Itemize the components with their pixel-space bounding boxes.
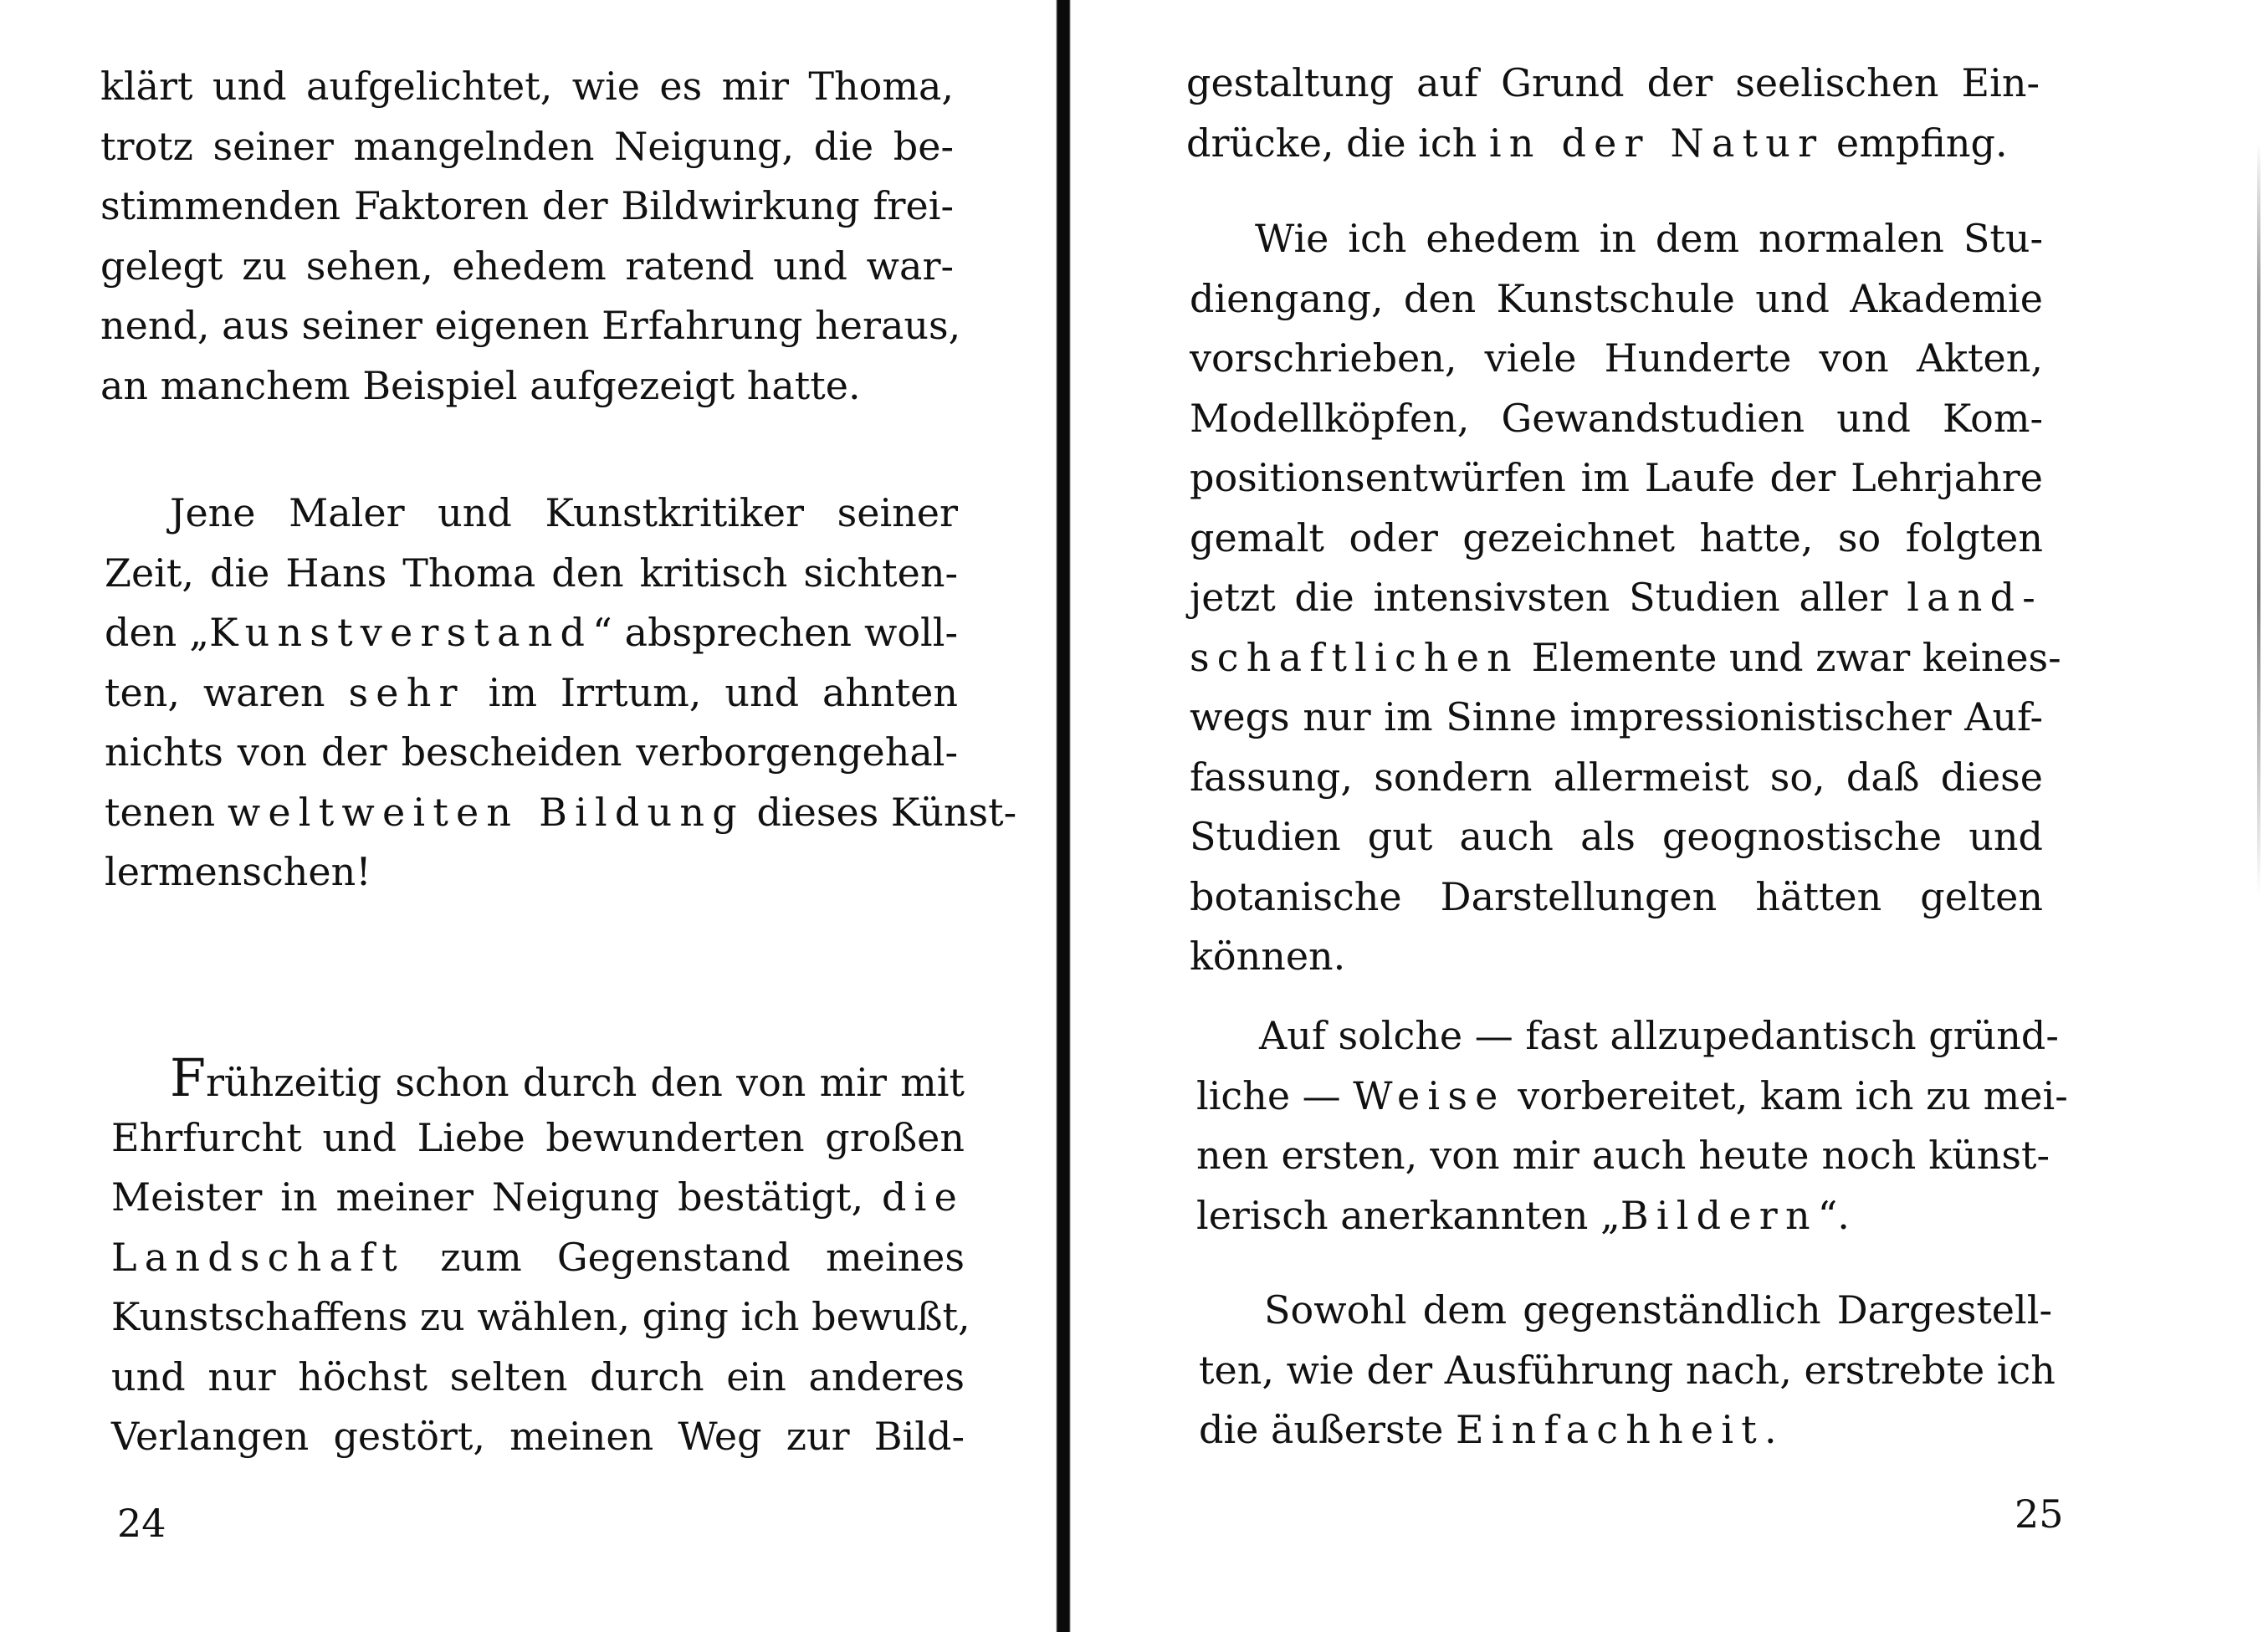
text-line: schaftlichen Elemente und zwar keines-	[1190, 634, 2061, 680]
text-line: Frühzeitig schon durch den von mir mit	[170, 1047, 965, 1108]
initial-letter: F	[170, 1047, 207, 1108]
text-line: können.	[1190, 934, 1346, 979]
text-line: nen ersten, von mir auch heute noch künst-	[1196, 1133, 2050, 1178]
text-line: stimmenden Faktoren der Bildwirkung frei-	[100, 183, 954, 228]
page-number-left: 24	[117, 1501, 166, 1546]
page-number-right: 25	[2015, 1491, 2064, 1537]
text-line: lermenschen!	[105, 849, 371, 894]
right-paragraph-4	[1199, 1281, 2056, 1461]
text-line: fassung, sondern allermeist so, daß diese	[1190, 754, 2043, 800]
right-page	[1088, 0, 2268, 1632]
text-line: Sowohl dem gegenständlich Dargestell-	[1264, 1287, 2052, 1333]
text-line: klärt und aufgelichtet, wie es mir Thoma,	[100, 64, 954, 109]
text-line: Verlangen gestört, meinen Weg zur Bild-	[111, 1414, 965, 1459]
text-line: Ehrfurcht und Liebe bewunderten großen	[111, 1114, 965, 1160]
text-line: trotz seiner mangelnden Neigung, die be-	[100, 123, 954, 169]
text-line: den „Kunstverstand“ absprechen woll-	[105, 610, 958, 655]
text-line: nend, aus seiner eigenen Erfahrung heraus,	[100, 303, 961, 348]
text-line: ten, waren sehr im Irrtum, und ahnten	[105, 669, 958, 715]
left-paragraph-3	[111, 1047, 970, 1467]
text-line: liche — Weise vorbereitet, kam ich zu mei-	[1196, 1072, 2068, 1118]
right-paragraph-2	[1190, 209, 2061, 987]
text-line: vorschrieben, viele Hunderte von Akten,	[1190, 335, 2043, 381]
text-line: tenen weltweiten Bildung dieses Künst-	[105, 789, 1017, 835]
text-line: positionsentwürfen im Laufe der Lehrjahre	[1190, 455, 2043, 500]
right-paragraph-3	[1196, 1006, 2068, 1246]
text-line: gelegt zu sehen, ehedem ratend und war-	[100, 243, 954, 289]
right-paragraph-1	[1186, 54, 2040, 173]
text-line: diengang, den Kunstschule und Akademie	[1190, 275, 2043, 321]
text-line: und nur höchst selten durch ein anderes	[111, 1353, 965, 1399]
text-line: Wie ich ehedem in dem normalen Stu-	[1255, 216, 2043, 261]
text-line: drücke, die ich in der Natur empfing.	[1186, 120, 2008, 166]
text-line: ten, wie der Ausführung nach, erstrebte ich	[1199, 1347, 2056, 1393]
text-line: Zeit, die Hans Thoma den kritisch sichten-	[105, 550, 958, 596]
left-page	[0, 0, 1046, 1632]
text-line: Meister in meiner Neigung bestätigt, die	[111, 1174, 965, 1220]
text-line: wegs nur im Sinne impressionistischer Auf-	[1190, 694, 2043, 739]
text-line: an manchem Beispiel aufgezeigt hatte.	[100, 362, 861, 408]
text-line: jetzt die intensivsten Studien aller land-	[1190, 575, 2043, 620]
text-line: Landschaft zum Gegenstand meines	[111, 1234, 965, 1280]
text-line: Kunstschaffens zu wählen, ging ich bewußt,	[111, 1294, 970, 1339]
text-line: Jene Maler und Kunstkritiker seiner	[170, 490, 958, 535]
left-paragraph-2	[105, 483, 1017, 903]
text-line: gemalt oder gezeichnet hatte, so folgten	[1190, 514, 2043, 560]
text-line: gestaltung auf Grund der seelischen Ein-	[1186, 60, 2040, 105]
text-line: Studien gut auch als geognostische und	[1190, 814, 2043, 859]
text-line: nichts von der bescheiden verborgengehal-	[105, 729, 958, 775]
left-paragraph-1	[100, 57, 961, 416]
text-line: botanische Darstellungen hätten gelten	[1190, 873, 2043, 919]
text-line: Modellköpfen, Gewandstudien und Kom-	[1190, 395, 2043, 441]
text-line: die äußerste Einfachheit.	[1199, 1407, 1777, 1452]
text-line: lerisch anerkannten „Bildern“.	[1196, 1192, 1850, 1238]
book-gutter	[1047, 0, 1086, 1632]
text-line: Auf solche — fast allzupedantisch gründ-	[1259, 1013, 2059, 1058]
